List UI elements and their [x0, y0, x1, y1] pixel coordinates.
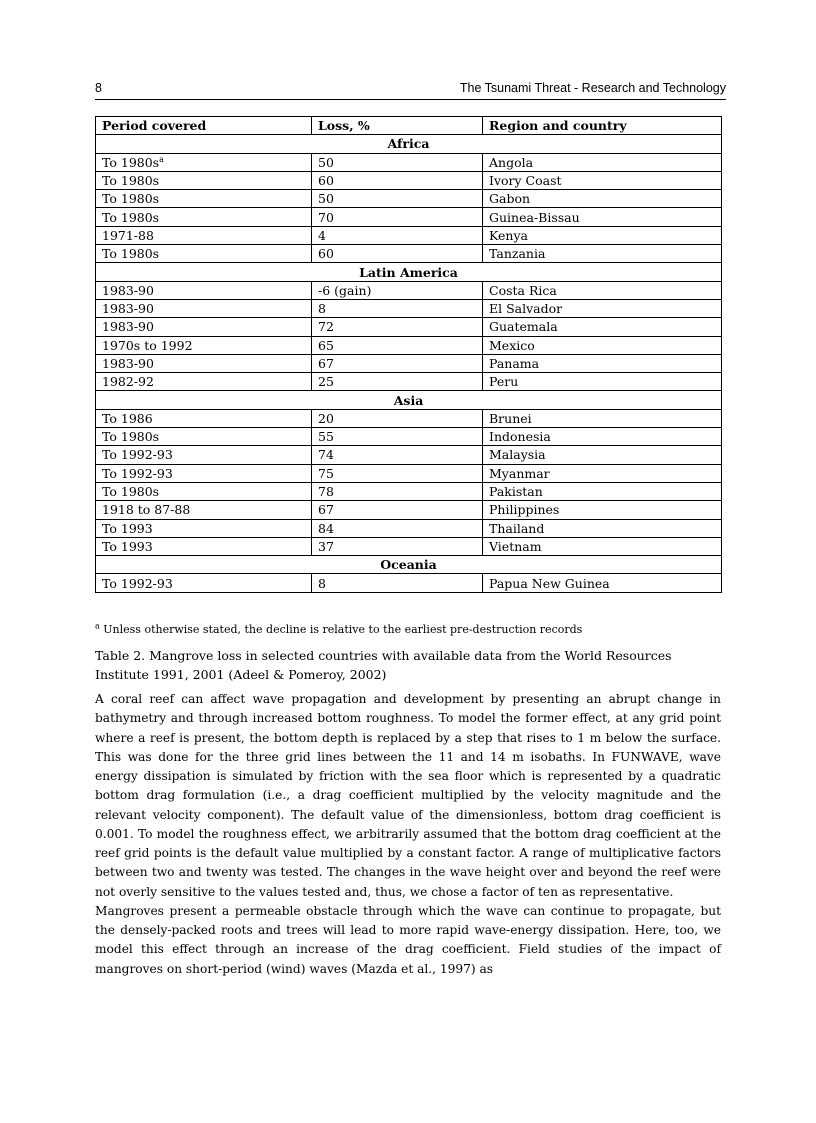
table-cell — [483, 501, 722, 519]
cell-text: 78 — [318, 484, 334, 500]
cell-text: 1982-92 — [102, 374, 154, 390]
cell-text: Thailand — [489, 520, 545, 536]
table-row — [96, 318, 722, 336]
table-cell — [96, 190, 312, 208]
cell-text: 55 — [318, 429, 334, 445]
cell-text: Indonesia — [489, 429, 551, 445]
table-row — [96, 574, 722, 592]
table-cell — [312, 354, 483, 372]
cell-text: Peru — [489, 374, 519, 390]
column-header: Period covered — [96, 117, 312, 135]
table-row — [96, 537, 722, 555]
cell-text: 1983-90 — [102, 282, 154, 298]
cell-text: 1983-90 — [102, 301, 154, 317]
table-cell — [483, 171, 722, 189]
table-cell — [312, 190, 483, 208]
column-header: Region and country — [483, 117, 722, 135]
cell-text: 84 — [318, 520, 334, 536]
table-cell — [312, 519, 483, 537]
table-cell — [483, 373, 722, 391]
cell-text: To 1980s — [102, 209, 160, 225]
cell-text: 1970s to 1992 — [102, 337, 193, 353]
table-cell — [483, 190, 722, 208]
cell-text: -6 (gain) — [318, 282, 372, 298]
cell-text: To 1992-93 — [102, 575, 173, 591]
cell-text: 74 — [318, 447, 334, 463]
table-cell — [483, 336, 722, 354]
cell-text: Guinea-Bissau — [489, 209, 580, 225]
cell-text: To 1986 — [102, 410, 153, 426]
table-cell — [312, 245, 483, 263]
region-row — [96, 135, 722, 153]
table-cell — [312, 446, 483, 464]
table-cell — [96, 245, 312, 263]
region-name: Asia — [96, 391, 722, 409]
table-row — [96, 153, 722, 171]
cell-text: Vietnam — [489, 538, 542, 554]
cell-text: To 1992-93 — [102, 447, 173, 463]
table-cell — [483, 354, 722, 372]
table-cell — [312, 428, 483, 446]
cell-text: 50 — [318, 191, 334, 207]
table-cell — [312, 501, 483, 519]
paragraph: A coral reef can affect wave propagation and development by presenting an abrupt change in bathymetry and through increased bottom roughness. To model the former effect, at any grid point where a reef is present, the bottom depth is replaced by a step that rises to 1 m below the surface. This was done for the three grid lines between the 11 and 14 m isobaths. In FUNWAVE, wave energy dissipation is simulated by friction with the sea floor which is represented by a quadratic bottom drag formulation (i.e., a drag coefficient multiplied by the velocity magnitude and the relevant velocity component). The default value of the dimensionless, bottom drag coefficient is 0.001. To model the roughness effect, we arbitrarily assumed that the bottom drag coefficient at the reef grid points is the default value multiplied by a constant factor. A range of multiplicative factors between two and twenty was tested. The changes in the wave height over and beyond the reef were not overly sensitive to the values tested and, thus, we chose a factor of ten as representative. — [95, 692, 721, 899]
table-cell — [483, 299, 722, 317]
region-row — [96, 391, 722, 409]
table-row — [96, 190, 722, 208]
table-cell — [483, 446, 722, 464]
paragraph: Mangroves present a permeable obstacle through which the wave can continue to propagate, but the densely-packed roots and trees will lead to more rapid wave-energy dissipation. Here, too, we model this effect through an increase of the drag coefficient. Field studies of the impact of mangroves on short-period (wind) waves (Mazda et al., 1997) as — [95, 903, 721, 976]
table-cell — [96, 574, 312, 592]
table-cell — [312, 208, 483, 226]
cell-text: 1971-88 — [102, 227, 154, 243]
cell-text: Brunei — [489, 410, 532, 426]
cell-text: To 1980s — [102, 429, 160, 445]
table-cell — [96, 281, 312, 299]
table-cell — [483, 574, 722, 592]
cell-text: To 1980s — [102, 173, 160, 189]
region-row — [96, 556, 722, 574]
table-row — [96, 208, 722, 226]
table-cell — [96, 354, 312, 372]
cell-text: 20 — [318, 410, 334, 426]
table-row — [96, 373, 722, 391]
cell-text: Papua New Guinea — [489, 575, 610, 591]
cell-text: 8 — [318, 301, 326, 317]
cell-text: 1983-90 — [102, 319, 154, 335]
table-caption: Table 2. Mangrove loss in selected countries with available data from the World Resources Institute 1991, 2001 (Adeel & Pomeroy, 2002) — [95, 648, 672, 682]
cell-text: Myanmar — [489, 465, 550, 481]
cell-text: Philippines — [489, 502, 560, 518]
table-cell — [483, 537, 722, 555]
region-row — [96, 263, 722, 281]
cell-text: Kenya — [489, 227, 528, 243]
table-row — [96, 482, 722, 500]
table-row — [96, 354, 722, 372]
table-cell — [483, 409, 722, 427]
table-cell — [96, 446, 312, 464]
table-cell — [96, 153, 312, 171]
cell-text: Malaysia — [489, 447, 546, 463]
cell-text: 72 — [318, 319, 334, 335]
table-cell — [483, 482, 722, 500]
table-cell — [96, 519, 312, 537]
table-row — [96, 299, 722, 317]
cell-text: 65 — [318, 337, 334, 353]
table-row — [96, 519, 722, 537]
table-cell — [483, 428, 722, 446]
table-row — [96, 171, 722, 189]
table-row — [96, 501, 722, 519]
table-cell — [483, 153, 722, 171]
table-cell — [312, 171, 483, 189]
table-cell — [312, 336, 483, 354]
cell-text: Angola — [489, 154, 534, 170]
table-footnote — [95, 623, 721, 636]
table-cell — [96, 318, 312, 336]
running-header — [95, 80, 726, 100]
table-row — [96, 428, 722, 446]
cell-text: Tanzania — [489, 246, 546, 262]
cell-text: 50 — [318, 154, 334, 170]
cell-text: To 1980s — [102, 484, 160, 500]
cell-text: Mexico — [489, 337, 535, 353]
table-cell — [312, 373, 483, 391]
table-cell — [312, 299, 483, 317]
cell-text: El Salvador — [489, 301, 563, 317]
table-row — [96, 446, 722, 464]
cell-text: Gabon — [489, 191, 531, 207]
table-cell — [483, 245, 722, 263]
cell-text: To 1980s — [102, 191, 160, 207]
table-cell — [96, 336, 312, 354]
table-cell — [96, 171, 312, 189]
cell-text: To 1980s — [102, 246, 160, 262]
cell-text: To 1980s — [102, 154, 160, 170]
table-cell — [96, 428, 312, 446]
cell-text: 67 — [318, 356, 334, 371]
table-row — [96, 245, 722, 263]
cell-text: 25 — [318, 374, 334, 390]
table-cell — [96, 226, 312, 244]
mangrove-loss-table — [95, 116, 722, 593]
column-header: Loss, % — [312, 117, 483, 135]
cell-text: 4 — [318, 227, 326, 243]
region-name: Latin America — [96, 263, 722, 281]
cell-text: 1918 to 87-88 — [102, 502, 191, 518]
cell-text: 75 — [318, 465, 334, 481]
table-cell — [312, 281, 483, 299]
cell-text: 8 — [318, 575, 326, 591]
footnote-marker: a — [95, 621, 100, 631]
cell-text: 1983-90 — [102, 356, 154, 371]
table-cell — [483, 318, 722, 336]
table-cell — [96, 299, 312, 317]
body-text — [95, 690, 721, 979]
table-body — [96, 135, 722, 592]
table-row — [96, 464, 722, 482]
table-row — [96, 409, 722, 427]
table-cell — [312, 482, 483, 500]
table-cell — [96, 373, 312, 391]
region-name: Oceania — [96, 556, 722, 574]
table-cell — [483, 281, 722, 299]
table-header-row — [96, 117, 722, 135]
table-cell — [312, 537, 483, 555]
cell-text: To 1992-93 — [102, 465, 173, 481]
cell-text: Guatemala — [489, 319, 558, 335]
cell-text: 67 — [318, 502, 334, 518]
table-cell — [483, 519, 722, 537]
footnote-marker: a — [159, 154, 164, 164]
table-cell — [483, 226, 722, 244]
table-cell — [96, 501, 312, 519]
table-row — [96, 226, 722, 244]
cell-text: 60 — [318, 173, 334, 189]
cell-text: To 1993 — [102, 538, 153, 554]
footnote-text: Unless otherwise stated, the decline is relative to the earliest pre-destruction records — [99, 623, 583, 636]
table-cell — [483, 208, 722, 226]
table-cell — [96, 482, 312, 500]
running-title: The Tsunami Threat - Research and Technology — [459, 81, 726, 95]
cell-text: To 1993 — [102, 520, 153, 536]
table-cell — [96, 208, 312, 226]
cell-text: Panama — [489, 356, 540, 371]
table-cell — [96, 409, 312, 427]
table-cell — [312, 318, 483, 336]
cell-text: 70 — [318, 209, 334, 225]
table-cell — [312, 226, 483, 244]
page-number: 8 — [95, 81, 102, 95]
table-cell — [312, 409, 483, 427]
table-cell — [312, 574, 483, 592]
table-cell — [312, 153, 483, 171]
region-name: Africa — [96, 135, 722, 153]
table-row — [96, 281, 722, 299]
cell-text: Costa Rica — [489, 282, 557, 298]
cell-text: Pakistan — [489, 484, 543, 500]
table-row — [96, 336, 722, 354]
table-cell — [96, 464, 312, 482]
table-cell — [96, 537, 312, 555]
cell-text: 37 — [318, 538, 334, 554]
table-cell — [483, 464, 722, 482]
cell-text: 60 — [318, 246, 334, 262]
table-cell — [312, 464, 483, 482]
cell-text: Ivory Coast — [489, 173, 562, 189]
